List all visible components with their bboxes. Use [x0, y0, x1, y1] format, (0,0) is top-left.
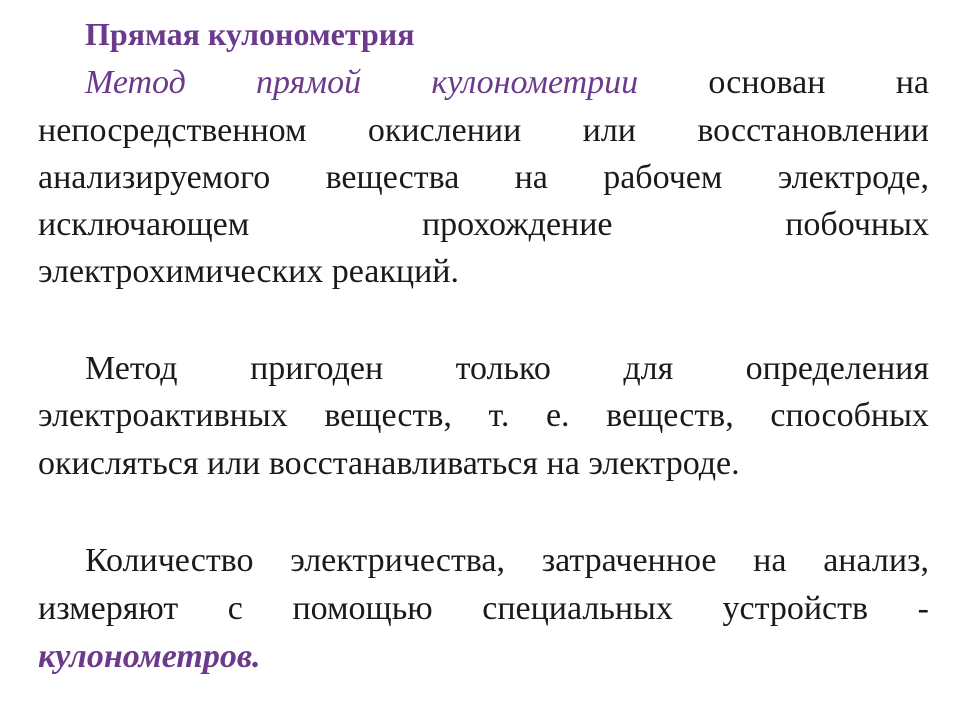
- word: электроактивных: [38, 397, 288, 434]
- word: веществ,: [606, 397, 734, 434]
- paragraph-2-line-2: [38, 393, 929, 439]
- paragraph-3-line-1: [85, 538, 929, 584]
- word: Количество: [85, 542, 254, 579]
- paragraph-3-line-3: [38, 634, 929, 680]
- word: вещества: [325, 159, 460, 196]
- text-line: электрохимических реакций.: [38, 253, 459, 290]
- word: с: [227, 590, 243, 627]
- paragraph-1-line-1: [85, 60, 929, 106]
- word: специальных: [482, 590, 673, 627]
- paragraph-1-line-3: [38, 155, 929, 201]
- word: пригоден: [250, 350, 384, 387]
- word: веществ,: [324, 397, 452, 434]
- paragraph-1-line-5: [38, 249, 929, 295]
- word: на: [753, 542, 787, 579]
- word: е.: [545, 397, 570, 434]
- word: измеряют: [38, 590, 179, 627]
- word: на: [514, 159, 548, 196]
- word: только: [455, 350, 551, 387]
- word: электроде,: [777, 159, 929, 196]
- word: -: [917, 590, 929, 627]
- word: анализируемого: [38, 159, 271, 196]
- word: помощью: [292, 590, 433, 627]
- word: непосредственном: [38, 112, 307, 149]
- word: на: [895, 64, 929, 101]
- word: электричества,: [290, 542, 505, 579]
- paragraph-3-line-2: [38, 586, 929, 632]
- word: окислении: [367, 112, 522, 149]
- paragraph-2-line-1: [85, 346, 929, 392]
- word: побочных: [785, 206, 929, 243]
- text-line: окисляться или восстанавливаться на электроде.: [38, 445, 740, 482]
- word: способных: [770, 397, 929, 434]
- word: устройств: [722, 590, 869, 627]
- term-coulometry: кулонометрии: [431, 64, 639, 101]
- word: или: [582, 112, 636, 149]
- term-method: Метод: [85, 64, 186, 101]
- word: основан: [708, 64, 826, 101]
- word: прохождение: [421, 206, 613, 243]
- word: анализ,: [823, 542, 929, 579]
- paragraph-2-line-3: [38, 441, 929, 487]
- word: для: [623, 350, 674, 387]
- term-direct: прямой: [256, 64, 362, 101]
- paragraph-1-line-2: [38, 108, 929, 154]
- word: определения: [745, 350, 929, 387]
- word: рабочем: [603, 159, 723, 196]
- word: т.: [488, 397, 510, 434]
- slide-title: Прямая кулонометрия: [85, 16, 415, 52]
- word: Метод: [85, 350, 178, 387]
- term-coulometers: кулонометров.: [38, 638, 261, 675]
- word: восстановлении: [697, 112, 929, 149]
- word: исключающем: [38, 206, 250, 243]
- word: затраченное: [541, 542, 717, 579]
- paragraph-1-line-4: [38, 202, 929, 248]
